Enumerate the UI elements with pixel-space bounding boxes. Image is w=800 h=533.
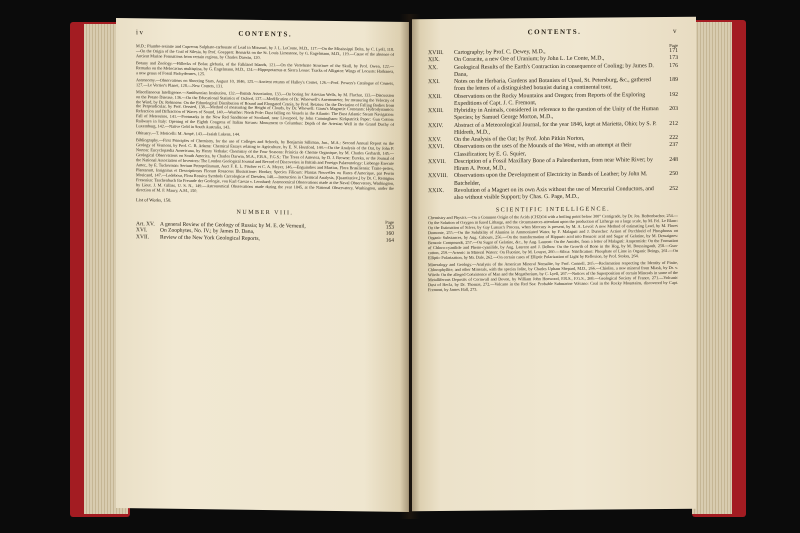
toc-title: Abstract of a Meteorological Journal, for the year 1846, kept at Marietta, Ohio; by S. P. Hildreth, M.D.,: [454, 120, 657, 136]
right-page-header: [428, 27, 678, 37]
toc-title: Revolution of a Magnet on its own Axis without the use of Mercurial Conductors, and also without visible Support; by Chas. G. Page, M.D.,: [454, 185, 654, 201]
toc-page: 203: [669, 105, 678, 112]
toc-title: Observations on the Rocky Mountains and Oregon; from Reports of the Exploring Expeditions of Capt. J. C. Fremont,: [454, 91, 646, 107]
right-page-content: [428, 27, 678, 503]
right-page-title: CONTENTS.: [527, 27, 582, 37]
toc-page: 171: [669, 47, 678, 54]
open-book: [70, 14, 746, 519]
toc-title: Description of a Fossil Maxillary Bone of a Palæotherium, from near White River; by Hiram A. Prout, M.D.,: [454, 156, 653, 172]
paragraph: Obituary.—T. Moticelli: M. Ampé, 143.—Isaiah Lukens, 144.: [136, 130, 240, 137]
toc-page: 237: [669, 142, 678, 149]
toc-page: 164: [385, 237, 394, 244]
left-page-title: CONTENTS.: [238, 29, 293, 39]
section-heading: SCIENTIFIC INTELLIGENCE.: [495, 206, 611, 214]
paragraph: Miscellaneous Intelligence.—Smithsonian Institution, 132.—British Association, 133.—On boring for Artesian Wells, by M. Flachat, 133.—Discussion on the Potato Disease, 136.—On the Educational Statistics of Oxford, 137.—Modification of Dr. Wheewell's Anemometer, for measuring the Velocity of the Wind, by Dr. Robinson: On the Ethnological Distribution of Round and Elongated Crania, by Prof. Retzius: On the Deviation of Falling Bodies from the Perpendicular, by Prof. Oersted, 138.—Method of measuring the Height of Clouds, by Dr. Whewell: Gauss's Magnetic Constants: Hydrodynamics: Refraction and Diffraction of Waves of Sound, 140.—Weather: North Pole: Dust falling on Vessels in the Atlantic: The Bust Atlantic Steam Navigation: Fall of Meteorites, 141.—Footmarks in the New Red Sandstone of Scotland, near Liverpool, by John Cunningham: Kirkpatrick Paper: Gun Cotton: Railways in Italy: Opening of the Eighth Congress of Italian Savans: Monument to Columbus: Depth of the Artesian Well in the Grand Duchy of Luxemburg, 142.—Native Gold in South Australia, 143.: [136, 88, 394, 130]
toc-page: 189: [669, 76, 678, 83]
list-of-works: List of Works, 150.: [136, 196, 172, 203]
toc-number: XXVI.: [428, 144, 444, 151]
page-column-label: Page: [669, 42, 678, 48]
toc-number: XXIII.: [428, 107, 444, 115]
toc-number: Art. XV.: [136, 220, 155, 228]
right-toc: [428, 48, 678, 202]
toc-number: XXIV.: [428, 122, 444, 129]
toc-page: 252: [669, 185, 678, 192]
right-page-edges: [692, 22, 732, 514]
book-gutter: [400, 14, 420, 519]
toc-page: 248: [669, 156, 678, 163]
page-column-label: Page: [385, 219, 394, 225]
toc-title: A general Review of the Geology of Russia; by M. E. de Verneuil,: [160, 221, 306, 230]
toc-number: XXVIII.: [428, 173, 448, 180]
toc-page: 176: [669, 62, 678, 69]
toc-title: On Zoophytes, No. IV.; by James D. Dana,: [160, 227, 255, 235]
toc-number: XVIII.: [428, 49, 444, 57]
toc-number: XXI.: [428, 78, 440, 86]
toc-page: 250: [669, 171, 678, 178]
paragraph: Mineralogy and Geology.—Analysis of the American Mineral Nemalite, by Prof. Connell, 265.—Reclamation respecting the Identity of Pinite, Chlorophyllite, and other Minerals, with the species Iolite, by Charles Upham Shepard, M.D., 266.—Chiolite, a new mineral from Miask, by Dr. v. Wörth: On the alleged Coëxistence of Man and the Megatherium, by C. Lyell, 267.—Notices of the Superposition of certain Minerals in some of the Metalliferous Deposits of Cornwall and Devon, by William John Henwood, F.R.S., F.G.S., 268.—Geological Society of France, 271.—Volcanic Dust of Hecla, by Dr. Thomas, 272.—Volcano in the Red Sea: Probable Submarine Volcano: Coal in the Rocky Mountains, discovered by Capt. Fremont, by James Hall, 273.: [428, 259, 678, 292]
left-page-content: [136, 28, 394, 504]
toc-title: Cartography; by Prof. C. Dewey, M.D.,: [454, 49, 546, 56]
toc-title: Observations on the uses of the Mounds of the West, with an attempt at their Classification; by E. G. Squier,: [454, 142, 632, 158]
toc-number: XXVII.: [428, 158, 446, 165]
paragraph: Botany and Zoology.—Hillocks of Bolax glebaria, of the Falkland Islands, 121.—On the Vertebrate Structure of the Skull, by Prof. Owen, 122.—Remarks on the Melocactus multispina, by G. Engelmann, M.D., 124.—Hippopotamus at Sierra Leone: Tracks of Alligator: Wings of Locusts: Hadranea, a new genus of Fossil Pachydermes, 125.: [136, 60, 394, 76]
toc-title: Notes on the Herbaria, Gardens and Botanists of Upsal, St. Petersburg, &c., gathered from the letters of a distinguished botanist during a continental tour,: [454, 77, 651, 93]
left-toc: [136, 221, 394, 244]
toc-number: XVI.: [136, 227, 148, 234]
toc-page: 192: [669, 91, 678, 98]
right-page: [412, 17, 696, 511]
toc-title: Hybridity in Animals, considered in reference to the question of the Unity of the Human Species; by Samuel George Morton, M.D.,: [454, 106, 659, 122]
paragraph: Chemistry and Physics.—On a Common Origin of the Acids (CH2)O4 with a boiling point below 300° Centigrade, by Dr. Jos. Redtenbacher, 254.—On the Solution of Oxygen in fused Litharge, and the circumstances attendant upon the production of Litharge on a large scale, by M. Fel. Le Blanc: On the Estimation of Silver, by Gay Lussac's Process, when Mercury is present, by M. A. Levol: A new Method of estimating Lead, by M. Flores Domonte, 255.—On the Solubility of Alumina in Ammoniated Water, by F. Malaguti and J. Durocher: Action of Perchlorid of Phosphorus on Organic Substances, by Aug. Cahours, 256.—On the transformation of Hippuric acid into Benzoic acid and Sugar of Gelatine, by M. Dessaignes: Benzoic Compounds, 257.—On Sugar of Gelatine, &c., by Aug. Laurent: On the Amides, from a letter of Malaguti: Ampermide: On the Formation of Chloro-cyanilide and Pheno-cyanilide, by Aug. Laurent and J. Delbos: On the Growth of Bone in the Hog, by M. Boussingault, 258.—Gun-cotton, 259.—Arsenic in Mineral Waters: On Fluorine, by M. Louyet, 260.—Silica: Nitrification: Phosphate of Lime in Organic Beings, 261.—On Elliptic Polarization, by Mr. Dale, 262.—On certain cases of Elliptic Polarization of Light by Reflexion, by Prof. Stokes, 264.: [428, 213, 678, 260]
toc-entry: [428, 186, 678, 203]
toc-page: 160: [385, 230, 394, 237]
paragraph: Bibliography.—First Principles of Chemistry, for the use of Colleges and Schools, by Benjamin Silliman, Jun., M.A.: Second Annual Report on the Geology of Vermont, by Prof. C. B. Adams: Chemical Essays relating to Agriculture, by E. N. Horsford, 144.—On the Analysis of the Oat, by John P. Norton: Encyclopædia Americana, by Henry Vethake: Chemistry of the Four Seasons: Prinicia de Chemie Organique, by M. Charles Gerhardt, 145.—Geological Observations on South America, by Charles Darwin, M.A., F.R.S., F.G.S.: The Trees of America, by D. J. Browne: Eureka, or the Journal of the National Association of Inventors: The London Geological Journal and Record of Discoveries in British and Foreign Palæontology: Liebenge Execute Amer., by E. Tuckerman: Sertum Petropolitanum, Auct F. E. L. Fischer et C. A. Meyer, 146.—Enguindres and Martius, Flora Brasiliensis: Traite-pettex, Plantarum, Insignitus et Descriptiones Florum Rosaceus Illustratione: Hooker, Species Filicum: Plantas Nouvelles ou Rares d'Amerique, par Perrin Moricand, 147.—Ledebour, Flora Rossica Symbols Carcologicæ of Dresden, 148.—Instruction in Chemical Analysis, [Quantitative,] by Dr. C. Remigius Fresenius: Taschenbuch für Freunde der Geologie, von Karl Caesar v. Leonhard: Astronomical Observations made at the Naval Observatory, Washington, by Lieut. J. M. Gilliss, U. S. N., 149.—Astronomical Observations made during the year 1845, at the National Observatory, Washington, under the direction of M. F. Maury, A.M., 150.: [136, 137, 394, 193]
toc-title: Observations upon the Development of Electricity in Bands of Leather; by John M. Batchelder,: [454, 171, 648, 187]
toc-title: On Coracite, a new Ore of Uranium; by John L. Le Conte, M.D.,: [454, 55, 605, 64]
toc-number: XIX.: [428, 57, 440, 64]
toc-number: XX.: [428, 64, 438, 71]
toc-page: 212: [669, 120, 678, 127]
toc-page: 222: [669, 134, 678, 141]
toc-title: Review of the New York Geological Reports,: [160, 234, 260, 242]
left-page-number: iv: [136, 28, 145, 37]
toc-page: 153: [385, 224, 394, 231]
paragraph: Astronomy.—Observations on Shooting Stars, August 10, 1846, 125.—Ancient returns of Halley's Comet, 126.—Prof. Powers's Catalogue of Comets, 127.—Le Verrier's Planet, 128.—New Comets, 131.: [136, 76, 394, 89]
toc-number: XXII.: [428, 93, 442, 100]
left-page-paragraphs: [136, 44, 394, 196]
toc-title: On the Analysis of the Oat; by Prof. John Pitkin Norton,: [454, 135, 585, 143]
toc-number: XVII.: [136, 233, 149, 240]
section-heading: NUMBER VIII.: [236, 209, 294, 217]
right-page-paragraphs: [428, 214, 678, 292]
toc-page: 173: [669, 55, 678, 62]
toc-number: XXIX.: [428, 187, 444, 194]
right-page-number: v: [673, 26, 678, 35]
toc-number: XXV.: [428, 136, 442, 144]
left-page-header: [136, 28, 394, 40]
toc-title: Geological Results of the Earth's Contraction in consequence of Cooling; by James D. Dana,: [454, 62, 654, 78]
paragraph: M.D.: Plumbo-resinite and Cupreous Sulphato-carbonate of Lead in Missouri, by J. L. LeConte, M.D., 117.—On the Mississippi Delta, by C. Lyell, 118.—On the Origin of the Coal of Silesia, by Prof. Goeppert: Remarks on the St. Louis Limestone, by G. Engelmann, M.D., 119.—Cause of the absence of Ancient Marine Formations from certain regions, by Charles Darwin, 120.: [136, 43, 394, 60]
left-page: [116, 18, 409, 512]
